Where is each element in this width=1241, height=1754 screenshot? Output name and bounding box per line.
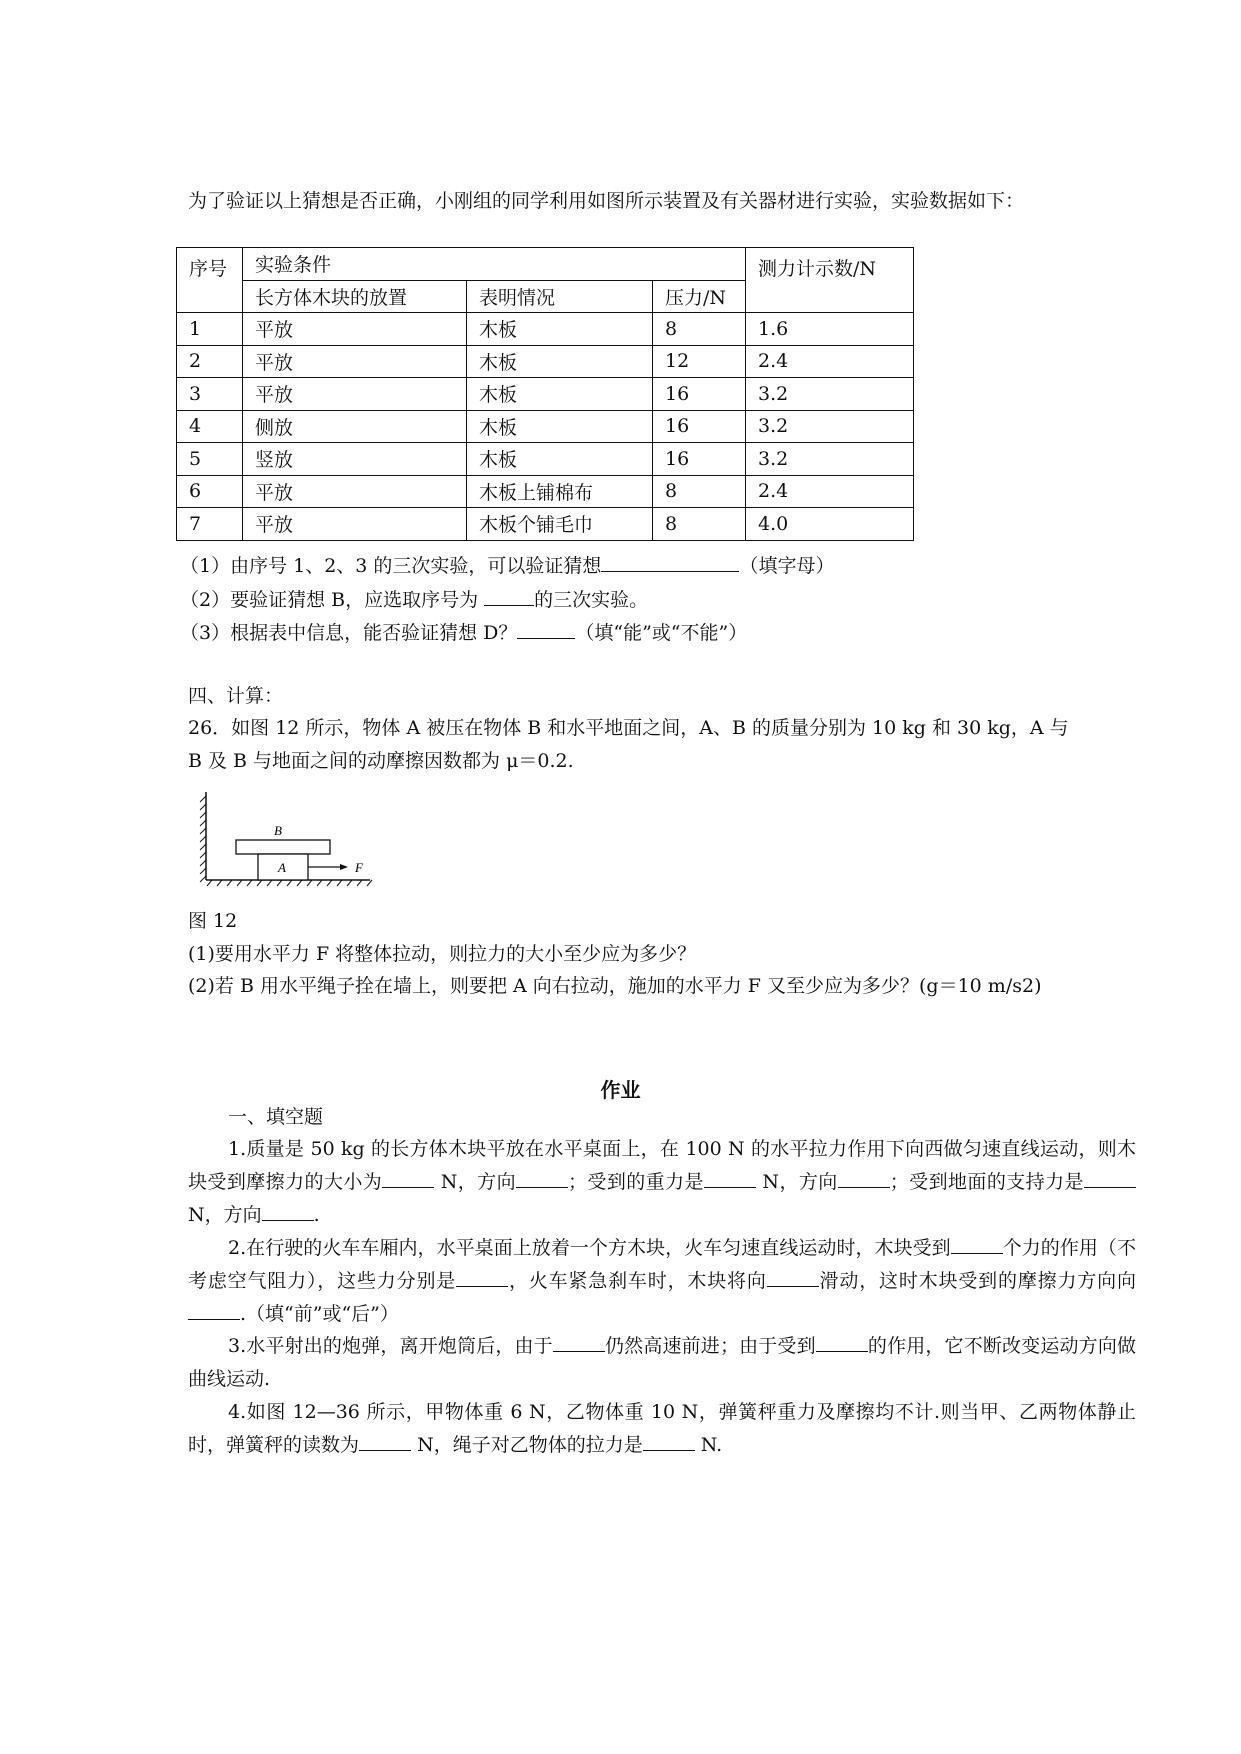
- cell-pressure: 16: [653, 410, 746, 443]
- cell-surface: 木板: [467, 410, 653, 443]
- header-placement: 长方体木块的放置: [243, 280, 467, 313]
- answer-blank[interactable]: [484, 587, 534, 606]
- cell-no: 2: [177, 345, 243, 378]
- header-reading: 测力计示数/N: [746, 248, 914, 313]
- cell-surface: 木板个铺毛巾: [467, 508, 653, 541]
- cell-reading: 3.2: [746, 378, 914, 411]
- problem-26-line2: B 及 B 与地面之间的动摩擦因数都为 μ＝0.2.: [188, 750, 574, 772]
- section-heading: 四、计算：: [188, 685, 284, 707]
- hw3-text: 仍然高速前进；由于受到: [604, 1335, 816, 1357]
- cell-pressure: 8: [653, 508, 746, 541]
- answer-blank[interactable]: [516, 1169, 568, 1188]
- cell-pressure: 8: [653, 313, 746, 346]
- cell-no: 3: [177, 378, 243, 411]
- table-row: [177, 313, 914, 346]
- cell-placement: 竖放: [243, 443, 467, 476]
- answer-blank[interactable]: [1084, 1169, 1136, 1188]
- answer-blank[interactable]: [382, 1169, 434, 1188]
- answer-blank[interactable]: [767, 1268, 819, 1287]
- table-row: [177, 410, 914, 443]
- cell-no: 6: [177, 475, 243, 508]
- cell-pressure: 16: [653, 443, 746, 476]
- homework-question-1: [188, 1133, 1136, 1232]
- table-row: [177, 443, 914, 476]
- cell-pressure: 8: [653, 475, 746, 508]
- hw1-text: .: [313, 1204, 320, 1226]
- cell-placement: 侧放: [243, 410, 467, 443]
- cell-pressure: 12: [653, 345, 746, 378]
- answer-blank[interactable]: [816, 1333, 868, 1352]
- cell-placement: 平放: [243, 345, 467, 378]
- cell-surface: 木板: [467, 345, 653, 378]
- figure-caption: 图 12: [188, 910, 238, 932]
- label-f: F: [355, 860, 363, 875]
- homework-question-4: [188, 1396, 1136, 1462]
- problem-26-line1: 26．如图 12 所示，物体 A 被压在物体 B 和水平地面之间，A、B 的质量分别为 10 kg 和 30 kg，A 与: [188, 717, 1069, 739]
- hw2-text: ，火车紧急刹车时，木块将向: [508, 1270, 767, 1292]
- answer-blank[interactable]: [643, 1432, 695, 1451]
- question-1: [180, 553, 834, 577]
- cell-surface: 木板: [467, 313, 653, 346]
- experiment-table: [176, 247, 914, 541]
- answer-blank[interactable]: [601, 553, 739, 572]
- hw4-text: 4.如图 12—36 所示，甲物体重 6 N，乙物体重 10 N，弹簧秤重力及摩擦均不计.则当甲、乙两物体静止时，弹簧秤的读数为: [188, 1401, 1136, 1456]
- cell-reading: 1.6: [746, 313, 914, 346]
- block-b: [236, 840, 330, 854]
- answer-blank[interactable]: [262, 1202, 314, 1221]
- cell-pressure: 16: [653, 378, 746, 411]
- cell-reading: 2.4: [746, 345, 914, 378]
- hw4-text: N.: [700, 1434, 723, 1456]
- header-condition: 实验条件: [243, 248, 746, 281]
- homework-question-3: [188, 1330, 1136, 1396]
- cell-surface: 木板上铺棉布: [467, 475, 653, 508]
- cell-surface: 木板: [467, 378, 653, 411]
- homework-question-2: [188, 1232, 1136, 1331]
- table-row: [177, 475, 914, 508]
- homework-section-heading: 一、填空题: [228, 1106, 324, 1128]
- answer-blank[interactable]: [456, 1268, 508, 1287]
- hw1-text: N，方向: [440, 1171, 516, 1193]
- hw3-text: 的作用，它不断改变运动方向做曲线运动.: [188, 1335, 1136, 1390]
- question-1-text: （1）由序号 1、2、3 的三次实验，可以验证猜想: [180, 555, 602, 577]
- label-a: A: [278, 860, 286, 875]
- cell-no: 1: [177, 313, 243, 346]
- cell-reading: 2.4: [746, 475, 914, 508]
- answer-blank[interactable]: [838, 1169, 890, 1188]
- header-pressure: 压力/N: [653, 280, 746, 313]
- cell-surface: 木板: [467, 443, 653, 476]
- answer-blank[interactable]: [553, 1333, 605, 1352]
- hw2-text: .（填“前”或“后”）: [240, 1303, 399, 1325]
- cell-placement: 平放: [243, 378, 467, 411]
- homework-title: 作业: [600, 1078, 641, 1102]
- intro-text: 为了验证以上猜想是否正确，小刚组的同学利用如图所示装置及有关器材进行实验，实验数据如下：: [188, 190, 1025, 212]
- table-row: [177, 345, 914, 378]
- problem-26-question-1: (1)要用水平力 F 将整体拉动，则拉力的大小至少应为多少？: [188, 943, 697, 965]
- hw1-text: N，方向: [188, 1204, 262, 1226]
- cell-reading: 4.0: [746, 508, 914, 541]
- hw2-text: 2.在行驶的火车车厢内，水平桌面上放着一个方木块，火车匀速直线运动时，木块受到: [228, 1237, 951, 1259]
- answer-blank[interactable]: [359, 1432, 411, 1451]
- question-3-text: （3）根据表中信息，能否验证猜想 D？: [180, 622, 518, 644]
- label-b: B: [274, 823, 282, 838]
- answer-blank[interactable]: [704, 1169, 756, 1188]
- problem-26-question-2: (2)若 B 用水平绳子拴在墙上，则要把 A 向右拉动，施加的水平力 F 又至少应为多少？(g＝10 m/s2): [188, 975, 1042, 997]
- cell-no: 4: [177, 410, 243, 443]
- cell-no: 5: [177, 443, 243, 476]
- header-surface: 表明情况: [467, 280, 653, 313]
- cell-placement: 平放: [243, 313, 467, 346]
- force-arrow-head: [340, 864, 348, 870]
- cell-placement: 平放: [243, 475, 467, 508]
- hw1-text: ；受到地面的支持力是: [889, 1171, 1084, 1193]
- cell-reading: 3.2: [746, 443, 914, 476]
- answer-blank[interactable]: [188, 1301, 240, 1320]
- hw1-text: ；受到的重力是: [568, 1171, 704, 1193]
- question-2: [180, 587, 648, 611]
- question-3: [180, 620, 747, 644]
- question-2-text: （2）要验证猜想 B，应选取序号为: [180, 589, 485, 611]
- hw2-text: 滑动，这时木块受到的摩擦力方向向: [818, 1270, 1136, 1292]
- question-1-hint: （填字母）: [739, 555, 835, 577]
- table-row: [177, 378, 914, 411]
- question-3-hint: （填“能”或“不能”）: [575, 622, 748, 644]
- question-2-hint: 的三次实验。: [534, 589, 649, 611]
- cell-no: 7: [177, 508, 243, 541]
- header-index: 序号: [177, 248, 243, 313]
- answer-blank[interactable]: [517, 620, 575, 639]
- table-row: [177, 508, 914, 541]
- hw2-text: 个力的作用（不考虑空气阻力），这些力分别是: [188, 1237, 1136, 1292]
- hw1-text: 1.质量是 50 kg 的长方体木块平放在水平桌面上，在 100 N 的水平拉力作用下向西做匀速直线运动，则木块受到摩擦力的大小为: [188, 1138, 1136, 1193]
- wall-hatching: [200, 796, 206, 882]
- ground-hatching: [207, 880, 372, 886]
- cell-placement: 平放: [243, 508, 467, 541]
- hw1-text: N，方向: [762, 1171, 838, 1193]
- cell-reading: 3.2: [746, 410, 914, 443]
- figure-12-diagram: [198, 790, 378, 890]
- answer-blank[interactable]: [951, 1235, 1003, 1254]
- hw3-text: 3.水平射出的炮弹，离开炮筒后，由于: [228, 1335, 553, 1357]
- table-header-row: [177, 248, 914, 281]
- hw4-text: N，绳子对乙物体的拉力是: [417, 1434, 643, 1456]
